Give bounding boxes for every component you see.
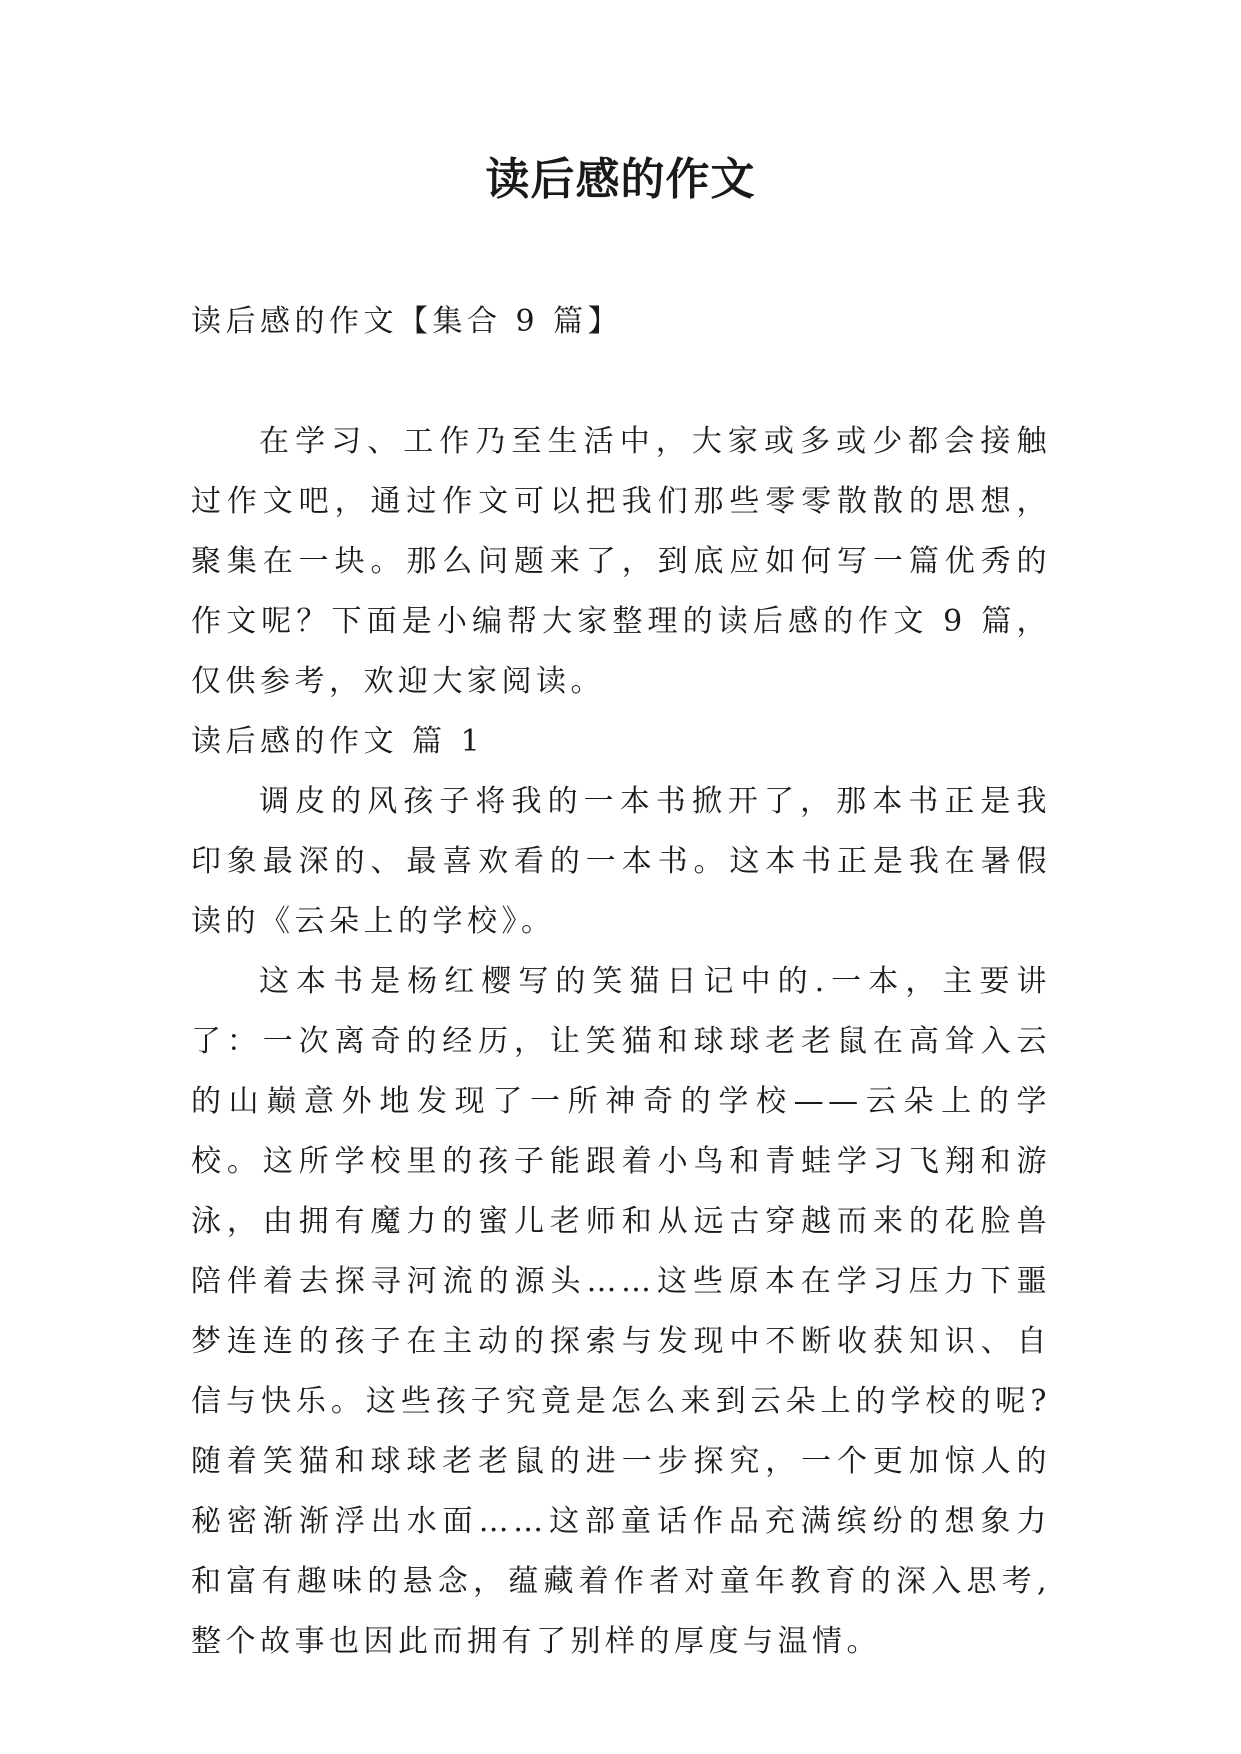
body-paragraph: 这本书是杨红樱写的笑猫日记中的.一本，主要讲了：一次离奇的经历，让笑猫和球球老老鼠在高耸入云的山巅意外地发现了一所神奇的学校——云朵上的学校。这所学校里的孩子能跟着小鸟和青蛙学习飞翔和游泳，由拥有魔力的蜜儿老师和从远古穿越而来的花脸兽陪伴着去探寻河流的源头……这些原本在学习压力下噩梦连连的孩子在主动的探索与发现中不断收获知识、自信与快乐。这些孩子究竟是怎么来到云朵上的学校的呢?随着笑猫和球球老老鼠的进一步探究，一个更加惊人的秘密渐渐浮出水面……这部童话作品充满缤纷的想象力和富有趣味的悬念，蕴藏着作者对童年教育的深入思考,整个故事也因此而拥有了别样的厚度与温情。	[191, 964, 1051, 1659]
document-subtitle: 读后感的作文【集合 9 篇】	[191, 304, 623, 339]
document-title: 读后感的作文	[485, 154, 756, 205]
document-body	[191, 292, 1051, 1672]
body-paragraph: 调皮的风孩子将我的一本书掀开了，那本书正是我印象最深的、最喜欢看的一本书。这本书正是我在暑假读的《云朵上的学校》。	[191, 784, 1051, 939]
section-heading: 读后感的作文 篇 1	[191, 724, 485, 759]
intro-paragraph: 在学习、工作乃至生活中，大家或多或少都会接触过作文吧，通过作文可以把我们那些零零散散的思想，聚集在一块。那么问题来了，到底应如何写一篇优秀的作文呢？下面是小编帮大家整理的读后感的作文 9 篇，仅供参考，欢迎大家阅读。	[191, 424, 1051, 699]
